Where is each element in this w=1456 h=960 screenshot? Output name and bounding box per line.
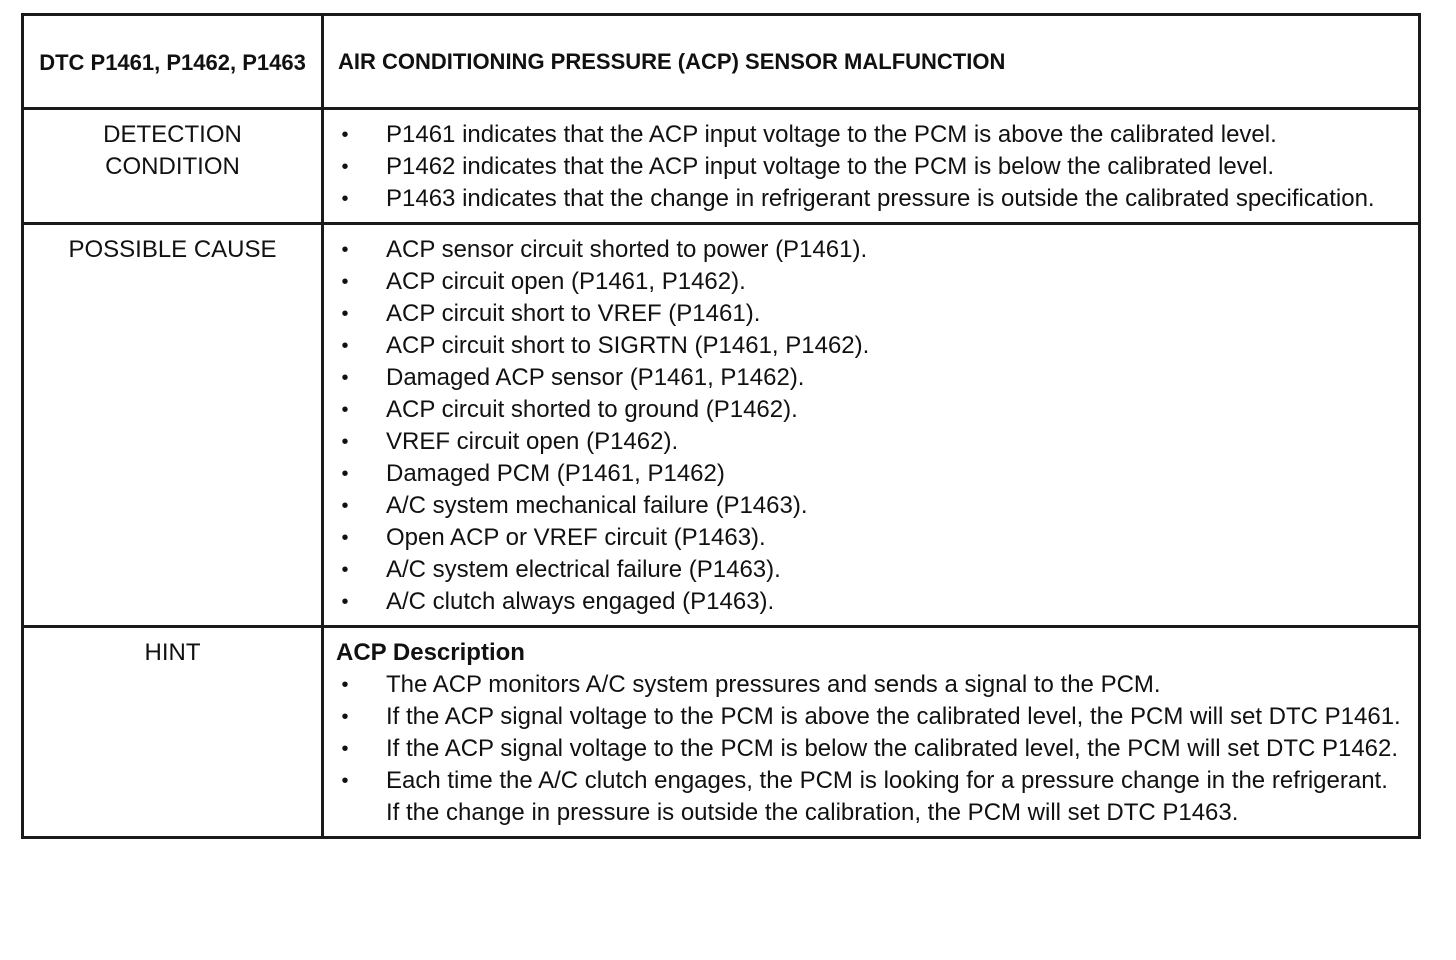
bullet-icon: • [341, 335, 349, 357]
list-item [336, 554, 1404, 586]
hint-content [323, 627, 1420, 838]
dtc-codes-cell: DTC P1461, P1462, P1463 [23, 15, 323, 109]
list-item-text: If the ACP signal voltage to the PCM is above the calibrated level, the PCM will set DTC P1461. [386, 703, 1401, 730]
list-item-text: P1463 indicates that the change in refrigerant pressure is outside the calibrated specification. [386, 185, 1375, 212]
detection-label: DETECTION CONDITION [23, 109, 323, 224]
causes-content [323, 224, 1420, 627]
list-item-text: ACP circuit shorted to ground (P1462). [386, 396, 798, 423]
causes-list [336, 234, 1404, 618]
list-item-text: P1461 indicates that the ACP input voltage to the PCM is above the calibrated level. [386, 121, 1277, 148]
bullet-icon: • [341, 367, 349, 389]
list-item-text: Open ACP or VREF circuit (P1463). [386, 524, 766, 551]
list-item [336, 394, 1404, 426]
list-item-text: If the ACP signal voltage to the PCM is below the calibrated level, the PCM will set DTC P1462. [386, 735, 1399, 762]
list-item [336, 330, 1404, 362]
list-item [336, 586, 1404, 618]
bullet-icon: • [341, 738, 349, 760]
list-item-text: ACP circuit short to SIGRTN (P1461, P1462). [386, 332, 870, 359]
list-item-text: ACP circuit short to VREF (P1461). [386, 300, 761, 327]
bullet-icon: • [341, 591, 349, 613]
list-item [336, 522, 1404, 554]
bullet-icon: • [341, 124, 349, 146]
list-item-text: Damaged ACP sensor (P1461, P1462). [386, 364, 805, 391]
bullet-icon: • [341, 559, 349, 581]
list-item [336, 266, 1404, 298]
hint-subtitle: ACP Description [336, 639, 525, 666]
list-item [336, 733, 1404, 765]
bullet-icon: • [341, 431, 349, 453]
list-item [336, 426, 1404, 458]
list-item [336, 183, 1404, 215]
bullet-icon: • [341, 463, 349, 485]
list-item [336, 119, 1404, 151]
detection-row [23, 109, 1420, 224]
detection-content [323, 109, 1420, 224]
bullet-icon: • [341, 188, 349, 210]
list-item-text: ACP circuit open (P1461, P1462). [386, 268, 746, 295]
dtc-table [21, 13, 1421, 839]
list-item [336, 765, 1404, 829]
list-item [336, 490, 1404, 522]
bullet-icon: • [341, 674, 349, 696]
list-item-text: The ACP monitors A/C system pressures and sends a signal to the PCM. [386, 671, 1161, 698]
list-item [336, 151, 1404, 183]
list-item [336, 234, 1404, 266]
list-item [336, 669, 1404, 701]
dtc-title-cell: AIR CONDITIONING PRESSURE (ACP) SENSOR MALFUNCTION [323, 15, 1420, 109]
list-item-text: A/C system mechanical failure (P1463). [386, 492, 808, 519]
list-item [336, 298, 1404, 330]
bullet-icon: • [341, 303, 349, 325]
list-item-text: A/C system electrical failure (P1463). [386, 556, 781, 583]
list-item [336, 362, 1404, 394]
list-item-text: A/C clutch always engaged (P1463). [386, 588, 775, 615]
header-row [23, 15, 1420, 109]
hint-row [23, 627, 1420, 838]
causes-row [23, 224, 1420, 627]
detection-list [336, 119, 1404, 215]
bullet-icon: • [341, 495, 349, 517]
list-item-text: ACP sensor circuit shorted to power (P1461). [386, 236, 868, 263]
list-item-text: Damaged PCM (P1461, P1462) [386, 460, 725, 487]
causes-label: POSSIBLE CAUSE [23, 224, 323, 627]
bullet-icon: • [341, 770, 349, 792]
hint-list [336, 669, 1404, 829]
bullet-icon: • [341, 706, 349, 728]
hint-label: HINT [23, 627, 323, 838]
bullet-icon: • [341, 399, 349, 421]
bullet-icon: • [341, 527, 349, 549]
list-item-text: VREF circuit open (P1462). [386, 428, 679, 455]
bullet-icon: • [341, 271, 349, 293]
list-item-text: P1462 indicates that the ACP input voltage to the PCM is below the calibrated level. [386, 153, 1275, 180]
list-item [336, 701, 1404, 733]
list-item-text: Each time the A/C clutch engages, the PCM is looking for a pressure change in the refrigerant. If the change in pressure is outside the calibration, the PCM will set DTC P1463. [386, 767, 1388, 826]
bullet-icon: • [341, 156, 349, 178]
list-item [336, 458, 1404, 490]
bullet-icon: • [341, 239, 349, 261]
